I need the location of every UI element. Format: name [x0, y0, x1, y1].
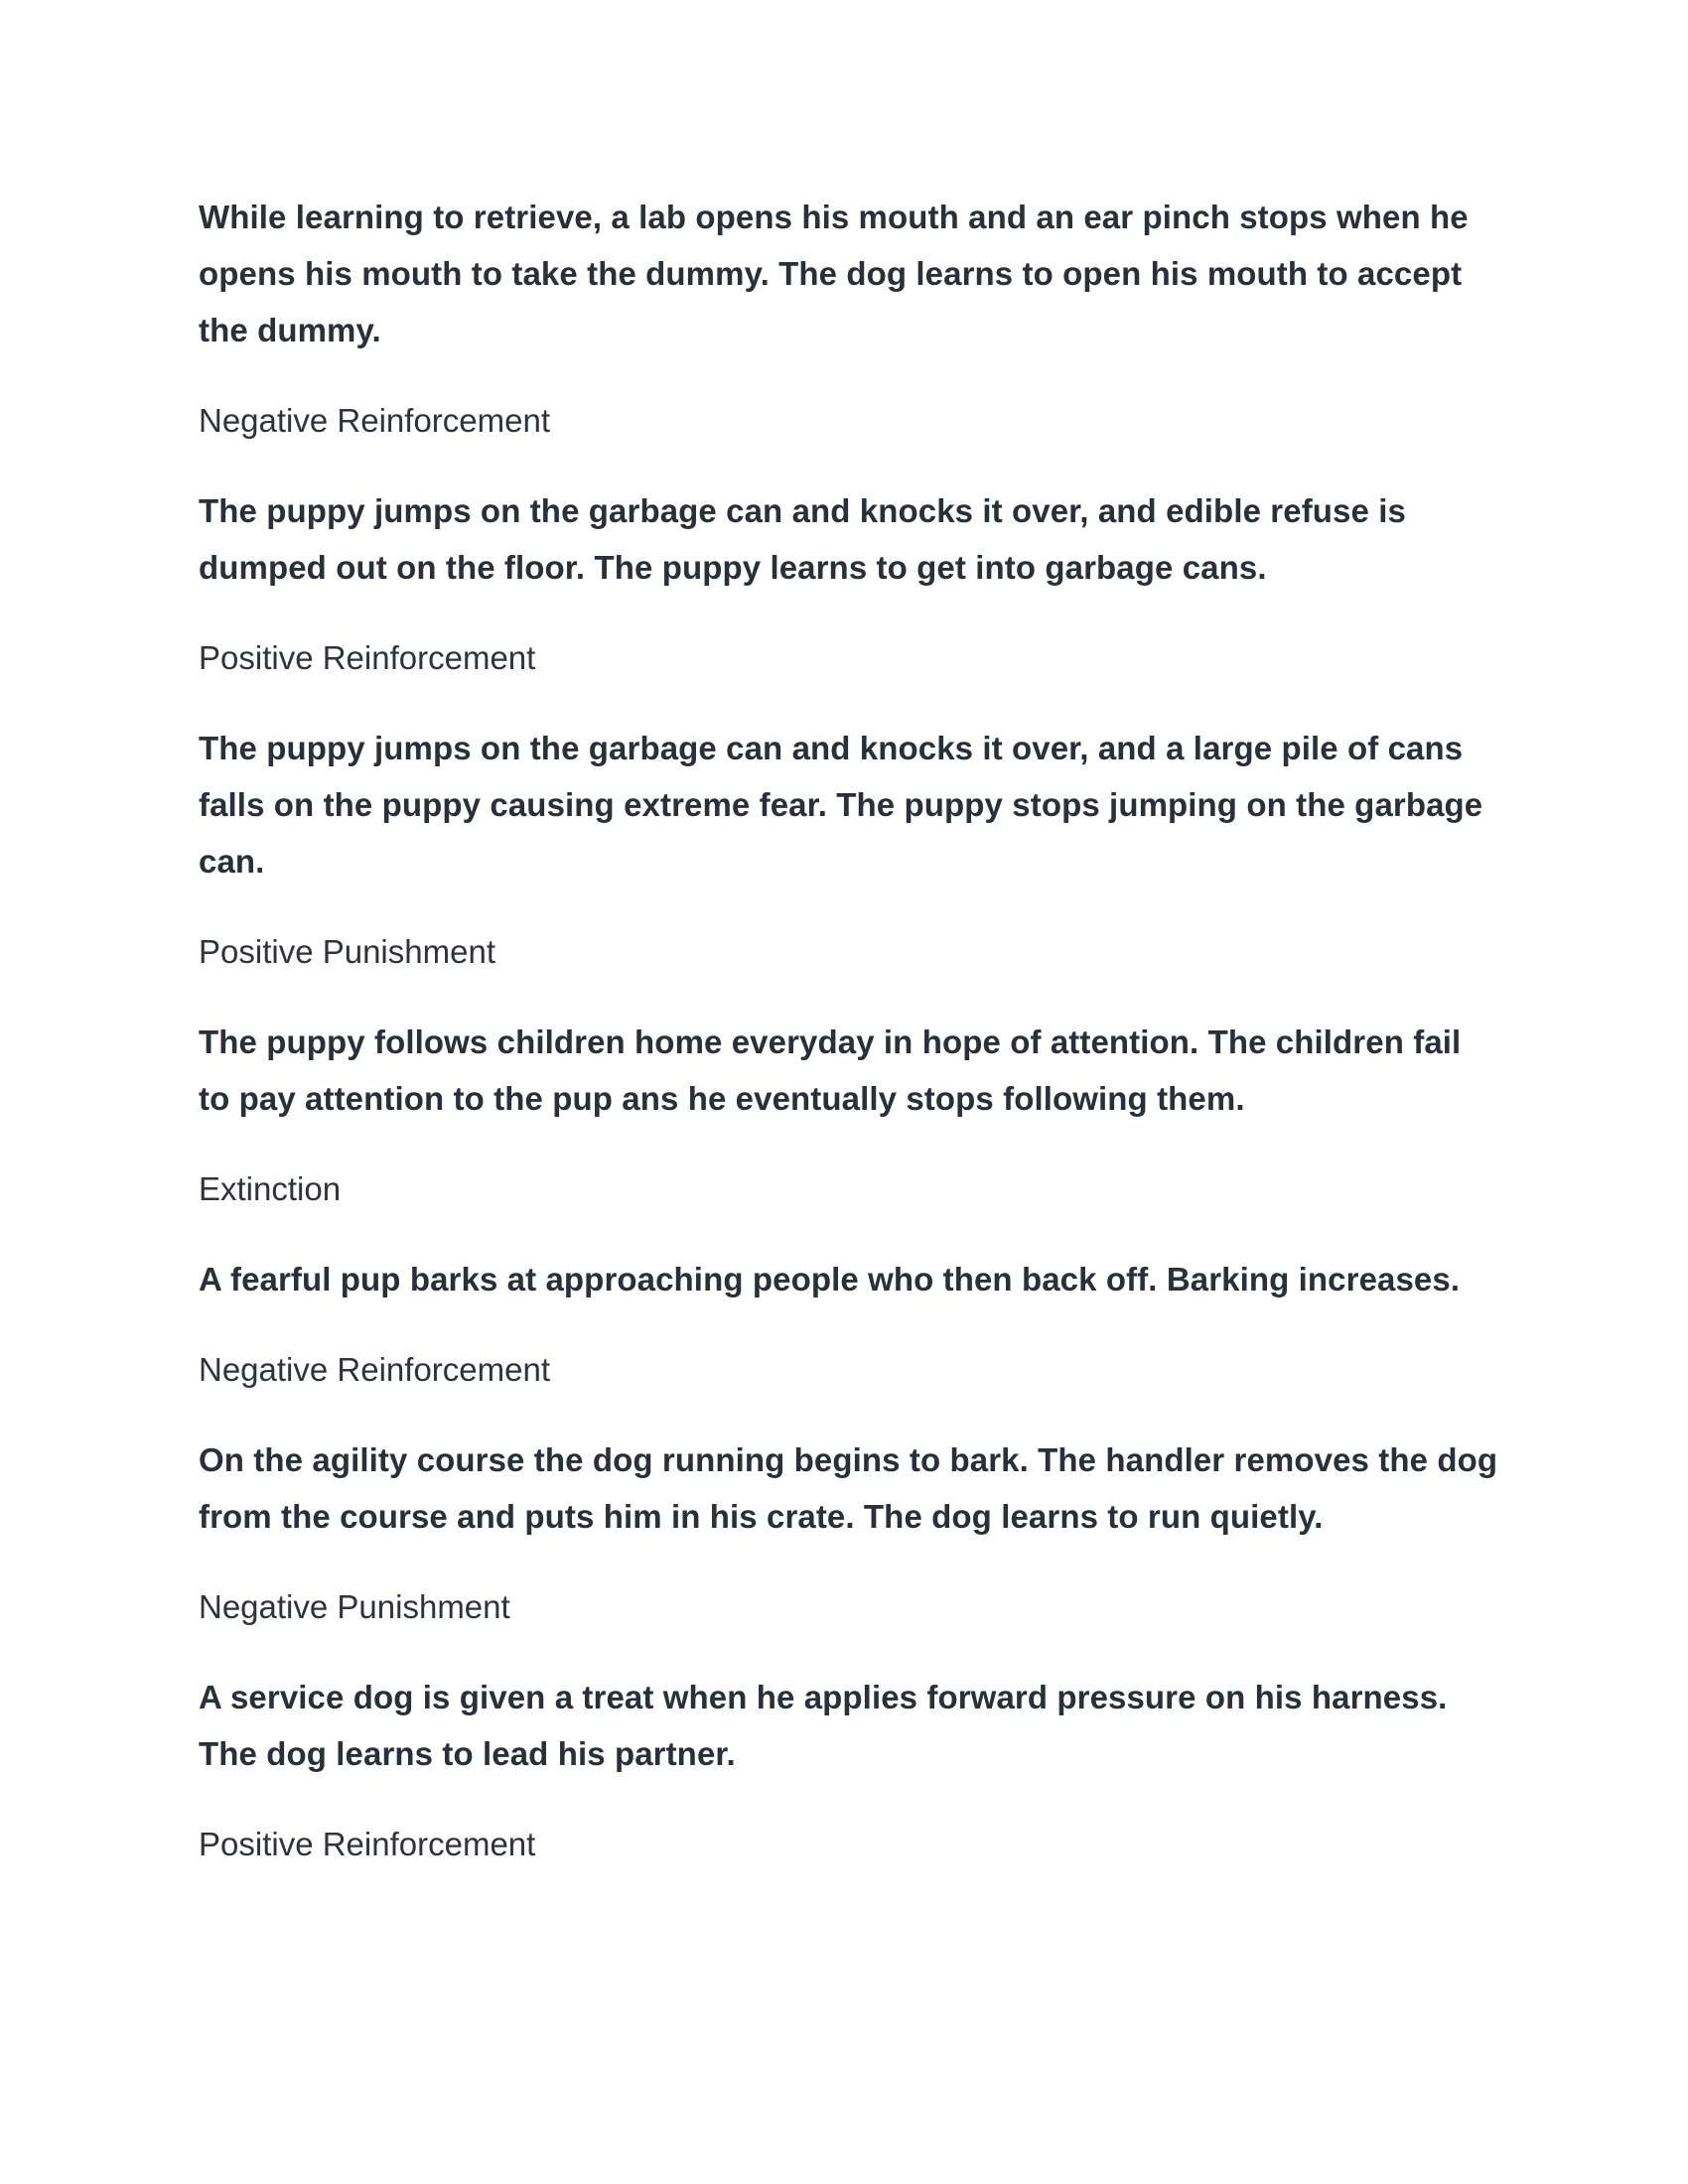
answer-text: Extinction [199, 1170, 342, 1207]
answer-text: Negative Punishment [199, 1588, 510, 1625]
question-text: While learning to retrieve, a lab opens his mouth and an ear pinch stops when he opens his mouth to take the dummy. The dog learns to open his mouth to accept the dummy. [199, 199, 1469, 348]
question-text: The puppy jumps on the garbage can and knocks it over, and a large pile of cans falls on the puppy causing extreme fear. The puppy stops jumping on the garbage can. [199, 730, 1483, 880]
question-text: On the agility course the dog running begins to bark. The handler removes the dog from the course and puts him in his crate. The dog learns to run quietly. [199, 1441, 1498, 1535]
document-content [199, 189, 1499, 1906]
question-text: A service dog is given a treat when he applies forward pressure on his harness. The dog learns to lead his partner. [199, 1679, 1448, 1772]
question-text: The puppy jumps on the garbage can and knocks it over, and edible refuse is dumped out on the floor. The puppy learns to get into garbage cans. [199, 492, 1406, 586]
answer-text: Positive Punishment [199, 933, 495, 970]
question-text: The puppy follows children home everyday in hope of attention. The children fail to pay attention to the pup ans he eventually stops following them. [199, 1024, 1462, 1117]
answer-text: Positive Reinforcement [199, 1826, 536, 1862]
answer-text: Positive Reinforcement [199, 639, 536, 676]
answer-text: Negative Reinforcement [199, 402, 551, 439]
answer-text: Negative Reinforcement [199, 1351, 551, 1388]
question-text: A fearful pup barks at approaching people who then back off. Barking increases. [199, 1261, 1461, 1297]
